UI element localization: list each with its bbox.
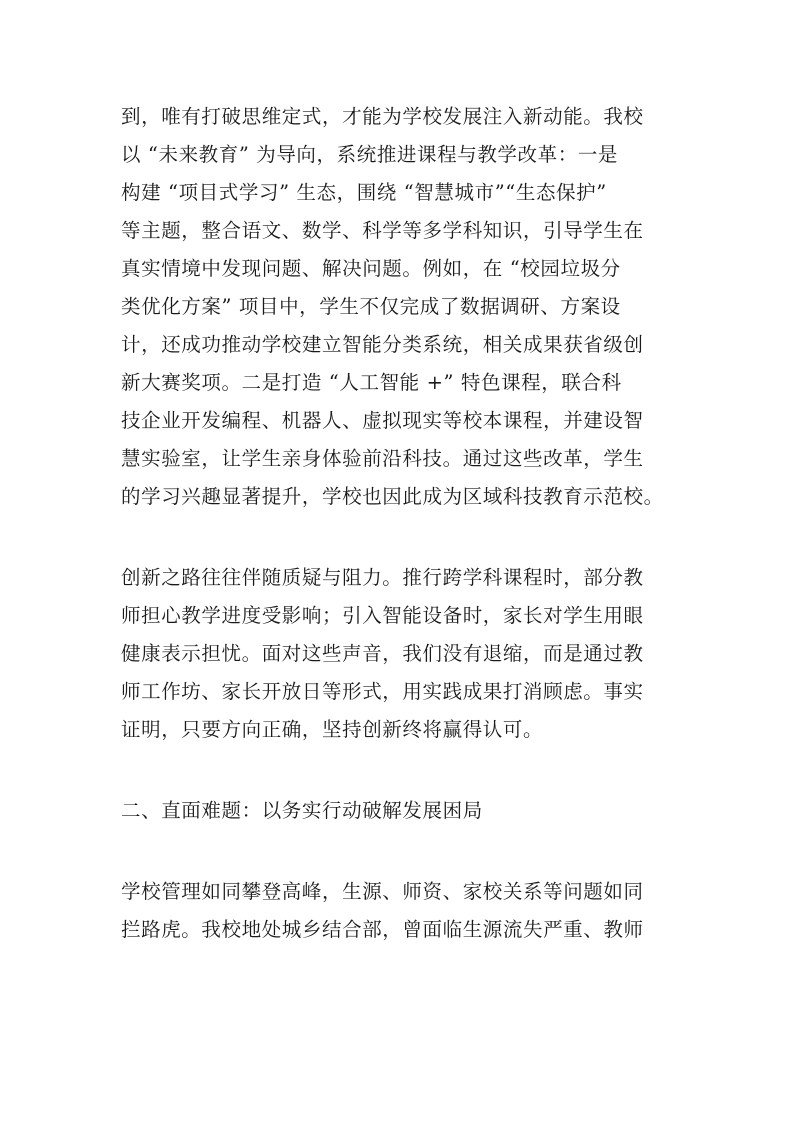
paragraph-1-line: 慧实验室，让学生亲身体验前沿科技。通过这些改革，学生 bbox=[121, 447, 644, 470]
paragraph-2-line: 健康表示担忧。面对这些声音，我们没有退缩，而是通过教 bbox=[121, 642, 644, 665]
paragraph-1-line: 到，唯有打破思维定式，才能为学校发展注入新动能。我校 bbox=[121, 105, 644, 128]
section-heading: 二、直面难题：以务实行动破解发展困局 bbox=[121, 799, 483, 822]
paragraph-1-line: 以 “未来教育” 为导向，系统推进课程与教学改革：一是 bbox=[121, 143, 619, 166]
paragraph-1-line: 类优化方案” 项目中，学生不仅完成了数据调研、方案设 bbox=[121, 295, 621, 318]
paragraph-1-line: 计，还成功推动学校建立智能分类系统，相关成果获省级创 bbox=[121, 333, 644, 356]
paragraph-1-line: 真实情境中发现问题、解决问题。例如，在 “校园垃圾分 bbox=[121, 257, 621, 280]
paragraph-1-line: 构建 “项目式学习” 生态，围绕 “智慧城市”“生态保护” bbox=[121, 181, 607, 204]
paragraph-1-line: 技企业开发编程、机器人、虚拟现实等校本课程，并建设智 bbox=[121, 409, 644, 432]
paragraph-2-line: 师担心教学进度受影响；引入智能设备时，家长对学生用眼 bbox=[121, 604, 644, 627]
paragraph-2-line: 证明，只要方向正确，坚持创新终将赢得认可。 bbox=[121, 718, 544, 741]
paragraph-1-line: 新大赛奖项。二是打造 “人工智能 +” 特色课程，联合科 bbox=[121, 371, 622, 394]
paragraph-3-line: 学校管理如同攀登高峰，生源、师资、家校关系等问题如同 bbox=[121, 880, 644, 903]
paragraph-1-line: 等主题，整合语文、数学、科学等多学科知识，引导学生在 bbox=[121, 219, 644, 242]
paragraph-1-line: 的学习兴趣显著提升，学校也因此成为区域科技教育示范校。 bbox=[121, 485, 664, 508]
paragraph-2-line: 创新之路往往伴随质疑与阻力。推行跨学科课程时，部分教 bbox=[121, 566, 644, 589]
paragraph-3-line: 拦路虎。我校地处城乡结合部，曾面临生源流失严重、教师 bbox=[121, 918, 644, 941]
paragraph-2-line: 师工作坊、家长开放日等形式，用实践成果打消顾虑。事实 bbox=[121, 680, 644, 703]
